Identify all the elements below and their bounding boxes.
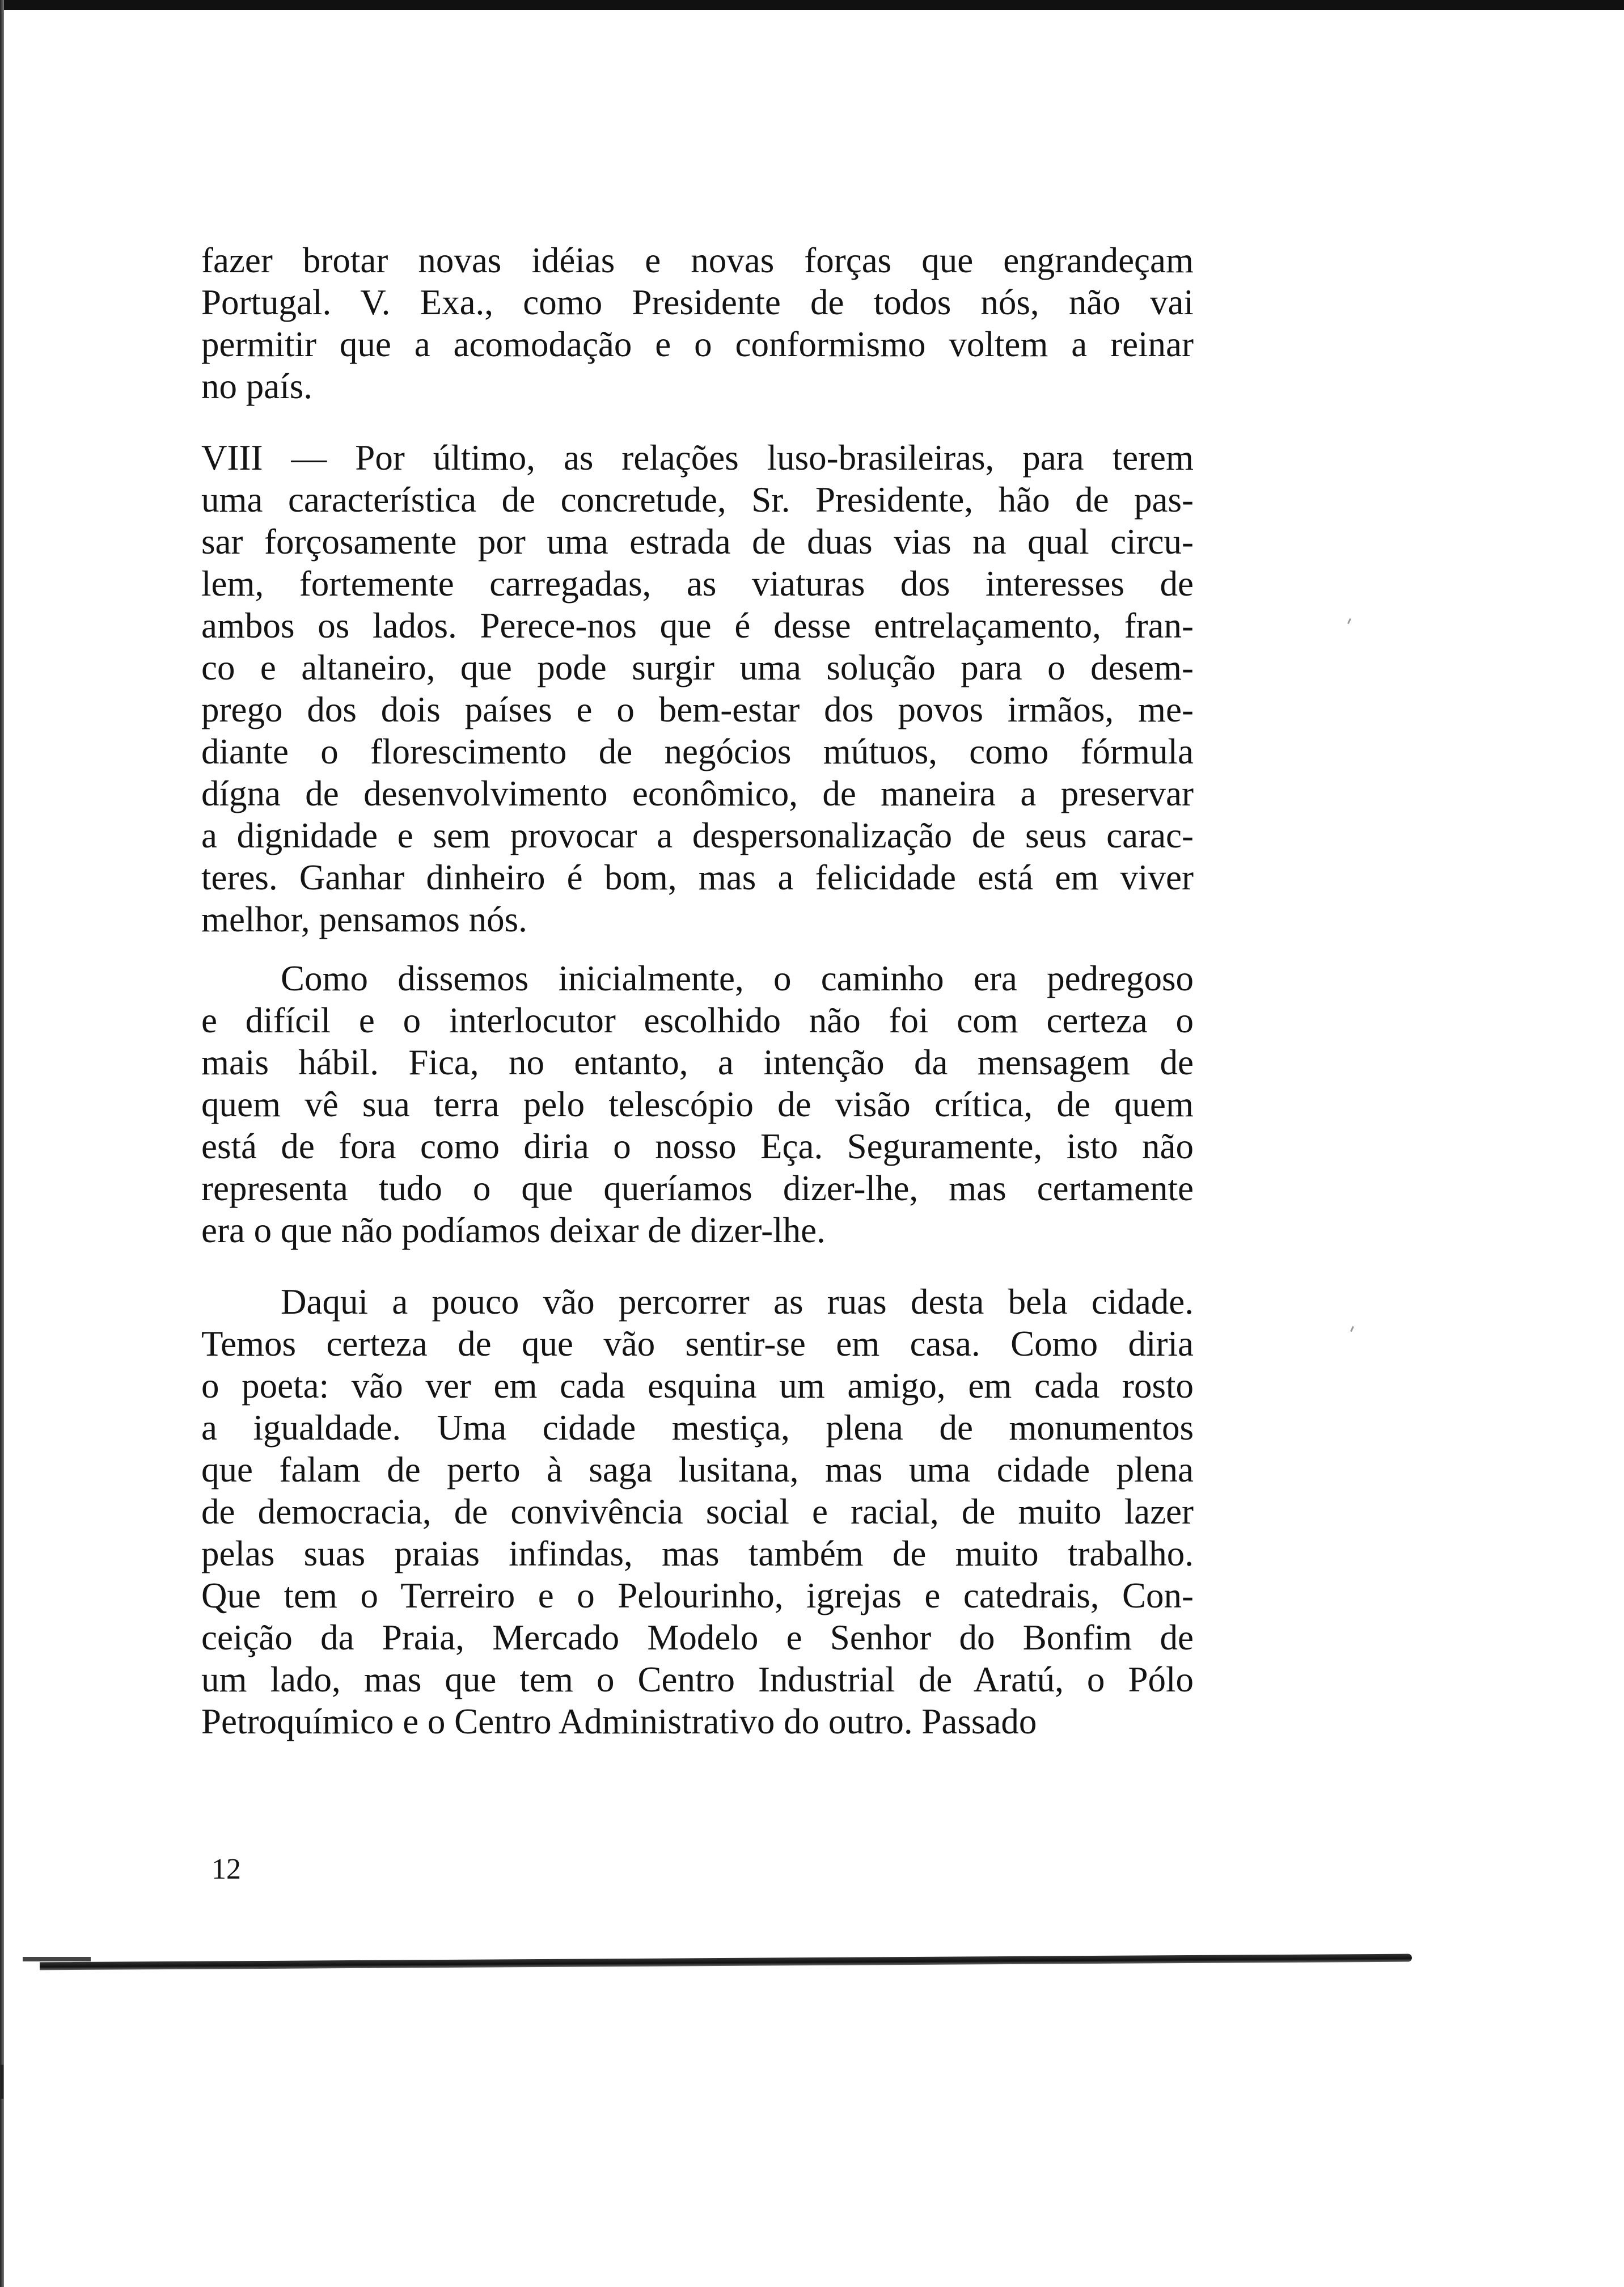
text-line: Como dissemos inicialmente, o caminho era pedregoso: [281, 959, 1194, 998]
scan-left-edge: [0, 0, 4, 2287]
text-line: teres. Ganhar dinheiro é bom, mas a felicidade está em viver: [201, 858, 1194, 897]
text-line: está de fora como diria o nosso Eça. Seguramente, isto não: [201, 1126, 1194, 1166]
text-line: o poeta: vão ver em cada esquina um amigo, em cada rosto: [201, 1366, 1194, 1406]
page-number: 12: [212, 1853, 241, 1885]
text-line: que falam de perto à saga lusitana, mas uma cidade plena: [201, 1450, 1194, 1489]
left-edge-mark: [0, 2065, 3, 2099]
text-line: no país.: [201, 366, 312, 406]
text-line: de democracia, de convivência social e racial, de muito lazer: [201, 1492, 1194, 1531]
text-line: melhor, pensamos nós.: [201, 900, 527, 939]
text-line: permitir que a acomodação e o conformismo voltem a reinar: [201, 324, 1194, 364]
body-text: [201, 239, 1194, 1742]
text-line: diante o florescimento de negócios mútuos, como fórmula: [201, 732, 1194, 771]
text-line: co e altaneiro, que pode surgir uma solução para o desem-: [201, 648, 1194, 687]
paragraph-1: [201, 239, 1194, 407]
text-line: Petroquímico e o Centro Administrativo do outro. Passado: [201, 1702, 1037, 1741]
bottom-rule: [40, 1954, 1412, 1970]
paragraph-4: [201, 1281, 1194, 1742]
text-line: a igualdade. Uma cidade mestiça, plena de monumentos: [201, 1408, 1194, 1448]
text-line: Daqui a pouco vão percorrer as ruas desta bela cidade.: [281, 1282, 1194, 1322]
text-line: sar forçosamente por uma estrada de duas vias na qual circu-: [201, 522, 1194, 562]
text-line: pelas suas praias infindas, mas também de muito trabalho.: [201, 1534, 1194, 1573]
paragraph-3: [201, 957, 1194, 1251]
text-line: Temos certeza de que vão sentir-se em casa. Como diria: [201, 1324, 1194, 1364]
text-line: um lado, mas que tem o Centro Industrial de Aratú, o Pólo: [201, 1660, 1194, 1699]
text-line: VIII — Por último, as relações luso-brasileiras, para terem: [201, 438, 1194, 478]
text-line: fazer brotar novas idéias e novas forças que engrandeçam: [201, 240, 1194, 280]
text-line: Que tem o Terreiro e o Pelourinho, igrejas e catedrais, Con-: [201, 1576, 1194, 1615]
text-line: era o que não podíamos deixar de dizer-lhe.: [201, 1210, 826, 1250]
paragraph-2-viii: [201, 437, 1194, 940]
margin-speck: [1347, 618, 1351, 624]
text-line: lem, fortemente carregadas, as viaturas dos interesses de: [201, 564, 1194, 604]
text-line: dígna de desenvolvimento econômico, de maneira a preservar: [201, 774, 1194, 813]
text-line: prego dos dois países e o bem-estar dos povos irmãos, me-: [201, 690, 1194, 729]
text-line: quem vê sua terra pelo telescópio de visão crítica, de quem: [201, 1085, 1194, 1124]
scan-top-edge: [0, 0, 1624, 10]
text-line: ceição da Praia, Mercado Modelo e Senhor do Bonfim de: [201, 1618, 1194, 1657]
text-line: uma característica de concretude, Sr. Presidente, hão de pas-: [201, 480, 1194, 520]
text-line: representa tudo o que queríamos dizer-lhe, mas certamente: [201, 1168, 1194, 1208]
bottom-rule-tail: [23, 1957, 91, 1961]
text-line: ambos os lados. Perece-nos que é desse entrelaçamento, fran-: [201, 606, 1194, 645]
margin-speck: [1350, 1326, 1354, 1332]
text-line: e difícil e o interlocutor escolhido não foi com certeza o: [201, 1001, 1194, 1040]
text-line: Portugal. V. Exa., como Presidente de todos nós, não vai: [201, 282, 1194, 322]
text-line: a dignidade e sem provocar a despersonalização de seus carac-: [201, 816, 1194, 855]
text-line: mais hábil. Fica, no entanto, a intenção da mensagem de: [201, 1043, 1194, 1082]
